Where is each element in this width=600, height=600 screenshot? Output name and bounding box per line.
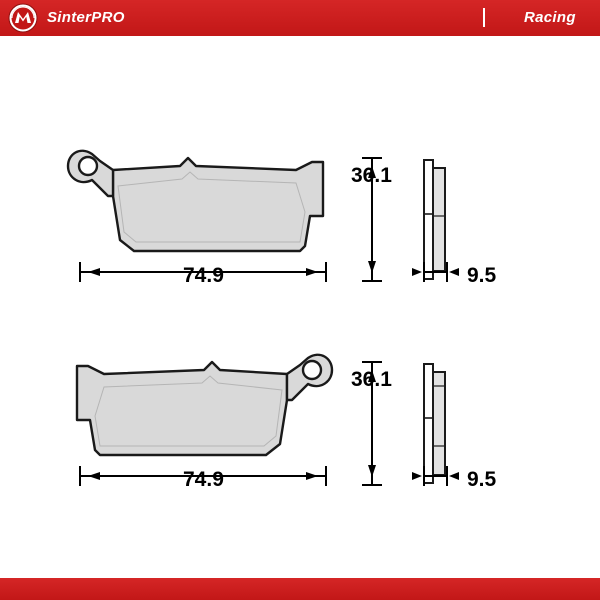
- upper-pad-side-view: [424, 160, 445, 279]
- drawing-area: [0, 36, 600, 578]
- upper-width-label: 74.9: [183, 264, 224, 287]
- lower-thickness-label: 9.5: [467, 468, 497, 491]
- brand-title: SinterPRO: [47, 9, 125, 26]
- lower-pad-side-view: [424, 364, 445, 483]
- upper-thickness-label: 9.5: [467, 264, 497, 287]
- lower-height-label: 36.1: [351, 368, 392, 391]
- lower-pad-front-view: [77, 355, 332, 455]
- upper-pad-front-view: [68, 151, 323, 251]
- brake-pad-drawing-svg: [0, 36, 600, 578]
- vertical-divider-icon: [483, 8, 485, 27]
- footer-bar: [0, 578, 600, 600]
- lower-width-label: 74.9: [183, 468, 224, 491]
- upper-height-label: 36.1: [351, 164, 392, 187]
- header-bar: [0, 0, 600, 36]
- category-label: Racing: [524, 9, 576, 26]
- moto-master-logo-icon: [8, 3, 38, 33]
